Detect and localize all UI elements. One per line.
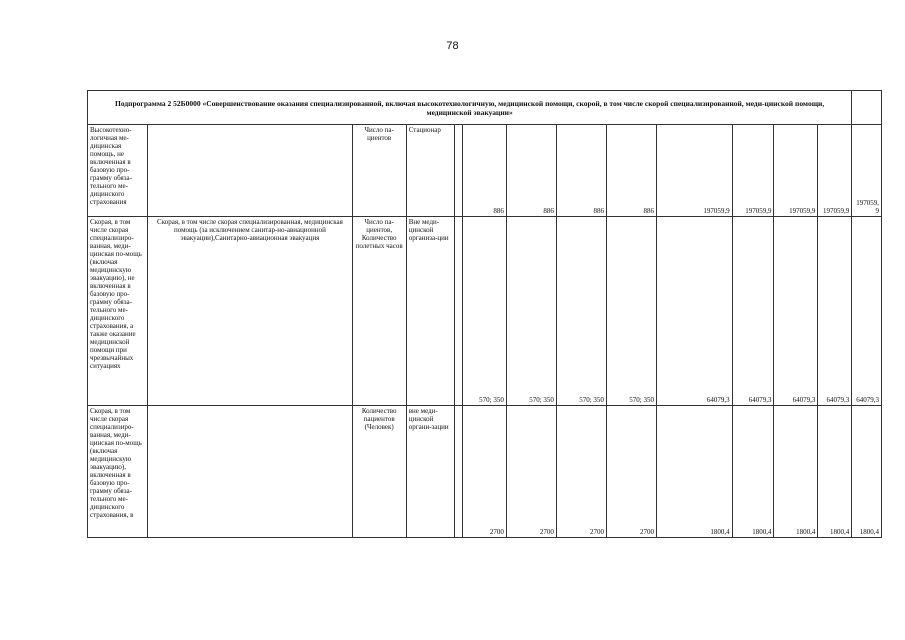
- value-cell: 886: [556, 125, 606, 217]
- page-number: 78: [446, 40, 459, 52]
- value-cell: 570; 350: [606, 217, 656, 406]
- value-cell: 1800,4: [732, 406, 774, 538]
- value-cell: 197059,9: [852, 125, 882, 217]
- value-cell: 197059,9: [774, 125, 818, 217]
- value-cell: 64079,3: [656, 217, 732, 406]
- value-cell: 1800,4: [656, 406, 732, 538]
- service-name-cell: Высокотехно-логичная ме-дицинская помощь, не включенная в базовую про-грамму обяза-тельного ме-дицинского страхования: [88, 125, 148, 217]
- value-cell: 886: [506, 125, 556, 217]
- value-cell: 2700: [506, 406, 556, 538]
- table-row: [88, 125, 882, 217]
- indicator-cell: Число па-циентов: [352, 125, 406, 217]
- indicator-cell: Количество пациентов (Человек): [352, 406, 406, 538]
- service-description-cell: [148, 125, 352, 217]
- value-cell: 2700: [462, 406, 506, 538]
- condition-cell: Стационар: [406, 125, 454, 217]
- service-description-cell: [148, 406, 352, 538]
- value-cell: 197059,9: [732, 125, 774, 217]
- service-name-cell: Скорая, в том числе скорая специализиро-ванная, меди-цинская по-мощь (включая медицинскую эвакуацию), не включенная в базовую про-грамму обяза-тельного ме-дицинского страхования, а также оказание медицинской помощи при чрезвычайных ситуациях: [88, 217, 148, 406]
- value-cell: 1800,4: [818, 406, 852, 538]
- condition-cell: вне меди-цинской органи-зации: [406, 406, 454, 538]
- value-cell: 197059,9: [656, 125, 732, 217]
- value-cell: 64079,3: [774, 217, 818, 406]
- value-cell: 570; 350: [556, 217, 606, 406]
- indicator-cell: Число па-циентов, Количество полетных часов: [352, 217, 406, 406]
- value-cell: 197059,9: [818, 125, 852, 217]
- value-cell: 64079,3: [852, 217, 882, 406]
- service-name-cell: Скорая, в том числе скорая специализиро-ванная, меди-цинская по-мощь (включая медицинскую эвакуацию), включенная в базовую про-грамму обяза-тельного ме-дицинского страхования, в: [88, 406, 148, 538]
- value-cell: 570; 350: [506, 217, 556, 406]
- value-cell: 2700: [606, 406, 656, 538]
- table-row: [88, 406, 882, 538]
- value-cell: 1800,4: [852, 406, 882, 538]
- condition-cell: Вне меди-цинской организа-ции: [406, 217, 454, 406]
- value-cell: [454, 125, 462, 217]
- value-cell: 886: [606, 125, 656, 217]
- subprogram-table: [87, 90, 882, 538]
- value-cell: 64079,3: [818, 217, 852, 406]
- value-cell: 886: [462, 125, 506, 217]
- value-cell: 1800,4: [774, 406, 818, 538]
- value-cell: [454, 406, 462, 538]
- value-cell: 570; 350: [462, 217, 506, 406]
- service-description-cell: Скорая, в том числе скорая специализированная, медицинская помощь (за исключением санитар-но-авиационной эвакуации),Санитарно-авиационная эвакуация: [148, 217, 352, 406]
- value-cell: 64079,3: [732, 217, 774, 406]
- subprogram-title: Подпрограмма 2 52Б0000 «Совершенствование оказания специализированной, включая высокотехнологичную, медицинской помощи, скорой, в том числе скорой специализированной, меди-цинской помощи, медицинской эвакуации»: [88, 91, 852, 125]
- table-row: [88, 217, 882, 406]
- table-cell: [852, 91, 882, 125]
- value-cell: 2700: [556, 406, 606, 538]
- value-cell: [454, 217, 462, 406]
- table-title-row: [88, 91, 882, 125]
